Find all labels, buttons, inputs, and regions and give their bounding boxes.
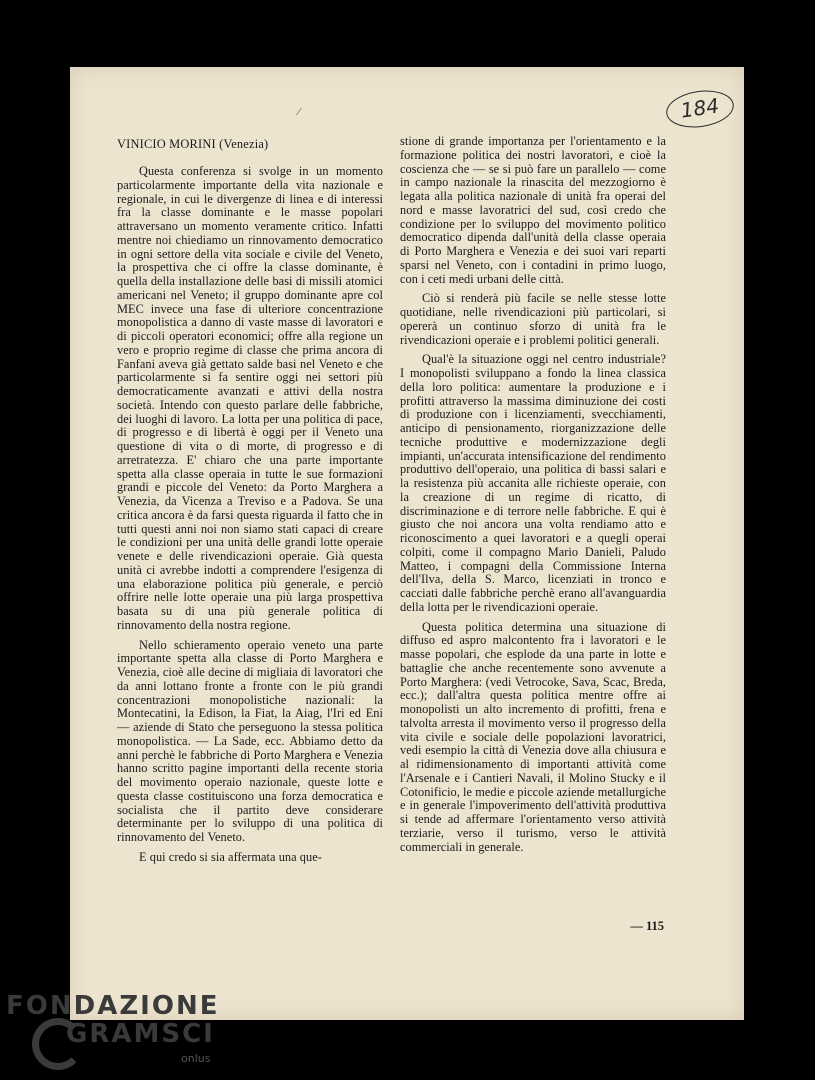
author-heading: VINICIO MORINI (Venezia) [117,137,269,151]
right-column [400,135,666,860]
paragraph: E qui credo si sia affermata una que- [139,849,322,864]
watermark-line1: FONDAZIONE [6,991,220,1021]
paragraph: stione di grande importanza per l'orientamento e la formazione politica dei nostri lavoratori, e cioè la coscienza che — se si può fare un parallelo — come in campo nazionale la rinascita del mezzogiorno è legata alla politica nazionale di unità fra operai del nord e masse lavoratrici del sud, così credo che condizione per lo sviluppo del movimento politico democratico dipenda dall'unità della classe operaia di Porto Marghera e Venezia e dei suoi vari reparti sparsi nel Veneto, con i contadini in primo luogo, con i ceti medi urbani delle città. [400,134,666,286]
paragraph: Nello schieramento operaio veneto una parte importante spetta alla classe di Porto Marghera e Venezia, cioè alle decine di migliaia di lavoratori che da anni lottano fronte a fronte con le più grandi concentrazioni monopolistiche nazionali: la Montecatini, la Edison, la Fiat, la Aiag, l'Iri ed Eni — aziende di Stato che perseguono la stessa politica monopolistica. — La Sade, ecc. Abbiamo detto da anni perchè le fabbriche di Porto Marghera e Venezia hanno scritto pagine importanti della recente storia del movimento operaio nazionale, queste lotte e questa classe costituiscono una forza democratica e socialista che il partito deve considerare determinante per lo sviluppo di una politica di rinnovamento del Veneto. [117,637,383,844]
paragraph: Qual'è la situazione oggi nel centro industriale? I monopolisti sviluppano a fondo la linea classica della loro politica: aumentare la produzione e i profitti attraverso la massima diminuzione dei costi di produzione con i licenziamenti, svecchiamenti, anticipo di pensionamento, riorganizzazione delle tecniche produttive e modernizzazione degli impianti, un'accurata intensificazione del rendimento produttivo dell'operaio, una politica di bassi salari e la resistenza più accanita alle richieste operaie, con la creazione di un regime di ricatto, di discriminazione e di terrore nelle fabbriche. E qui è giusto che noi ancora una volta rendiamo atto e riconoscimento a quei lavoratori e a quegli operai colpiti, come il compagno Mario Danieli, Paludo Matteo, i compagni della Commissione Interna dell'Ilva, della S. Marco, licenziati in tronco e cacciati dalle fabbriche perchè erano all'avanguardia della lotta per le rivendicazioni operaie. [400,352,666,614]
page-folio: — 115 [630,919,664,933]
watermark-line2: GRAMSCI [66,1019,215,1049]
paragraph: Ciò si renderà più facile se nelle stesse lotte quotidiane, nelle rivendicazioni più particolari, si opererà un continuo sforzo di unità fra le rivendicazioni operaie e i problemi politici generali. [400,291,666,347]
paragraph: Questa conferenza si svolge in un momento particolarmente importante della vita nazionale e regionale, in cui le divergenze di linea e di interessi fra la classe dominante e le masse popolari attraversano un momento veramente critico. Infatti mentre noi chiediamo un rinnovamento democratico in ogni settore della vita sociale e civile del Veneto, la prospettiva che ci offre la classe dominante, è quella della installazione delle basi di missili atomici americani nel Veneto; il gruppo dominante apre col MEC invece una fase di ulteriore concentrazione monopolistica a danno di vaste masse di lavoratori e di piccoli operatori economici; offre alla regione un vero e proprio regime di classe che prima ancora di Fanfani aveva già gettato salde basi nel Veneto e che particolarmente si fa sentire oggi nei settori più democraticamente avanzati e attivi della nostra società. Intendo con questo parlare delle fabbriche, dei luoghi di lavoro. La lotta per una politica di pace, di progresso e di libertà è oggi per il Veneto una questione di vita o di morte, di progresso e di arretratezza. E' chiaro che una parte importante spetta alla classe operaia in tutte le sue formazioni grandi e piccole del Veneto: da Porto Marghera a Venezia, da Vicenza a Treviso e a Padova. Se una critica ancora è da farsi questa riguarda il fatto che in tutti questi anni noi non siamo stati capaci di creare le condizioni per una unità delle grandi lotte operaie venete e delle rivendicazioni operaie. Già questa unità ci avrebbe indotti a comprendere l'esigenza di una elaborazione politica più generale, e perciò offrire nelle lotte operaie una più larga prospettiva basata su di una più generale politica di rinnovamento della nostra regione. [117,164,383,632]
paragraph: Questa politica determina una situazione di diffuso ed aspro malcontento fra i lavoratori e le masse popolari, che esplode da una parte in lotte e battaglie che anche recentemente sono avvenute a Porto Marghera: (vedi Vetrocoke, Sava, Scac, Breda, ecc.); dall'altra questa politica mentre offre ai monopolisti un alto incremento di profitti, frena e talvolta arresta il movimento verso il progresso della vita civile e sociale delle popolazioni lavoratrici, vedi esempio la città di Venezia dove alla chiusura e al ridimensionamento di importanti attività come l'Arsenale e i Cantieri Navali, il Molino Stucky e il Cotonificio, le medie e piccole aziende metallurgiche e in generale l'impoverimento dell'attività produttiva si tende ad affermare l'orientamento verso attività terziarie, verso il turismo, verso le attività commerciali in generale. [400,619,666,854]
watermark [6,991,220,1065]
left-column [117,165,383,871]
handwritten-page-number: 184 [664,86,736,131]
pencil-mark: ⁄ [298,106,300,118]
document-page [70,67,744,1020]
watermark-line3: onlus [181,1052,211,1065]
